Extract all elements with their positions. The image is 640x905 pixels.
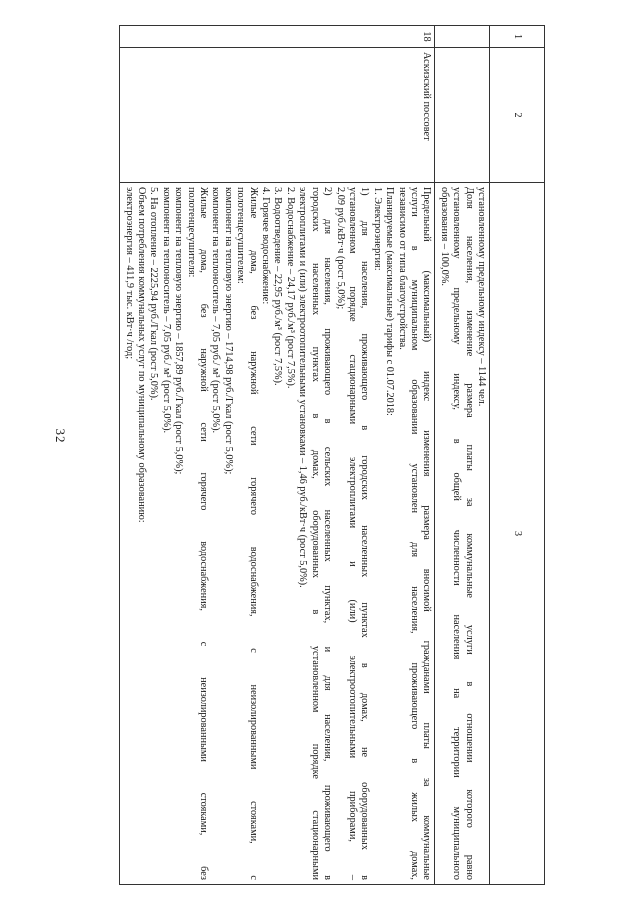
text-line: компонент на тепловую энергию – 1714,98 руб./Гкал (рост 5,0%); xyxy=(222,187,234,475)
text-line: электроэнергия – 411,9 тыс. кВт·ч /год; xyxy=(123,187,135,360)
text-line: полотенцесушителя: xyxy=(185,187,197,278)
header-col-1: 1 xyxy=(490,26,545,48)
text-line: полотенцесушителем: xyxy=(235,187,247,284)
text-line: Планируемые (максимальные) тарифы с 01.07.2018: xyxy=(384,187,396,416)
text-line: 1) для населения, проживающего в городских населенных пунктах в домах, не оборудованных в xyxy=(359,187,371,880)
text-line: 5. На отопление – 2225,94 руб./Гкал (рост 5,0%). xyxy=(148,187,160,401)
text-line: компонент на теплоноситель – 7,05 руб./ м³ (рост 5,0%). xyxy=(160,187,172,434)
row-number-cell xyxy=(435,26,490,48)
text-line: компонент на тепловую энергию – 1857,89 руб./Гкал (рост 5,0%); xyxy=(173,187,185,475)
text-line: установленному предельному индексу, в общей численности населения на территории муниципального xyxy=(451,187,463,880)
table-row-18 xyxy=(120,26,435,885)
text-line: установленном порядке стационарными электроплитами и (или) электроотопительными приборами, – xyxy=(346,187,358,880)
header-col-3: 3 xyxy=(490,183,545,885)
row-name-cell xyxy=(435,48,490,183)
table-header-row xyxy=(490,26,545,885)
text-line: Доля населения, изменение размера платы за коммунальные услуги в отношении которого равно xyxy=(463,187,475,880)
text-line: установленному предельному индексу – 1144 чел. xyxy=(476,187,487,407)
text-line: Объем потребления коммунальных услуг по муниципальному образованию: xyxy=(136,187,148,523)
text-line: образования – 100,0%. xyxy=(438,187,450,286)
text-line: 2,09 руб./кВт·ч (рост 5,0%); xyxy=(334,187,346,310)
text-line: 3. Водоотведение – 22,95 руб./м³ (рост 7,5%). xyxy=(272,187,284,386)
text-line: 2) для населения, проживающего в сельских населенных пунктах, и для населения, проживающего в xyxy=(322,187,334,880)
text-line: компонент на теплоноситель – 7,05 руб./ м³ (рост 5,0%). xyxy=(210,187,222,434)
header-col-2: 2 xyxy=(490,48,545,183)
text-line: электроплитами и (или) электроотопительными установками – 1,46 руб./кВт·ч (рост 5,0%). xyxy=(297,187,309,588)
tariff-table xyxy=(119,25,545,885)
text-line: независимо от типа благоустройства. xyxy=(396,187,408,350)
text-line: 1. Электроэнергия: xyxy=(371,187,383,271)
text-line: 2. Водоснабжение – 24,17 руб./м³ (рост 7,5%). xyxy=(284,187,296,389)
table-row-continuation xyxy=(435,26,490,885)
text-line: Жилые дома, без наружной сети горячего водоснабжения, с неизолированными стояками, без xyxy=(198,187,210,880)
row-text-cell xyxy=(435,183,490,885)
text-line: Предельный (максимальный) индекс изменения размера вносимой гражданами платы за коммунальные xyxy=(421,187,433,880)
text-line: Жилые дома, без наружной сети горячего водоснабжения, с неизолированными стояками, с xyxy=(247,187,259,880)
row-text-cell xyxy=(120,183,435,885)
text-line: городских населенных пунктах в домах, оборудованных в установленном порядке стационарными xyxy=(309,187,321,880)
text-line: 4. Горячее водоснабжение: xyxy=(260,187,272,305)
row-name-cell: Аскизский поссовет xyxy=(120,48,435,183)
rotated-page-content xyxy=(90,25,545,885)
row-number-cell: 18 xyxy=(120,26,435,48)
text-line: услуги в муниципальном образовании установлен для населения, проживающего в жилых домах, xyxy=(408,187,420,880)
page-number: 32 xyxy=(53,428,68,444)
